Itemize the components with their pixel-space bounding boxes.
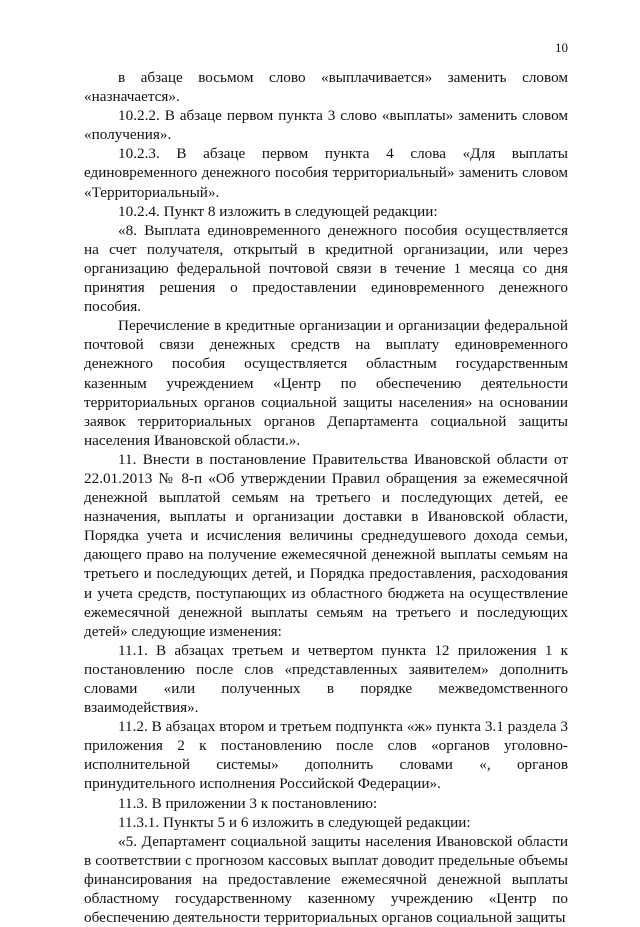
document-body — [84, 68, 568, 927]
page-number: 10 — [555, 40, 568, 55]
paragraph: в абзаце восьмом слово «выплачивается» заменить словом «назначается». — [84, 69, 568, 106]
paragraph: 11.1. В абзацах третьем и четвертом пункта 12 приложения 1 к постановлению после слов «представленных заявителем» дополнить словами «или полученных в порядке межведомственного взаимодействия». — [84, 641, 568, 717]
paragraph: 10.2.2. В абзаце первом пункта 3 слово «выплаты» заменить словом «получения». — [84, 107, 568, 144]
paragraph: 11. Внести в постановление Правительства Ивановской области от 22.01.2013 № 8-п «Об утверждении Правил обращения за ежемесячной денежной выплатой семьям на третьего и последующих детей, ее назначения, выплаты и организации доставки в Ивановской области, Порядка учета и исчисления величины среднедушевого дохода семьи, дающего право на получение ежемесячной денежной выплаты семьям на третьего и последующих детей, и Порядка предоставления, расходования и учета средств, поступающих из областного бюджета на осуществление ежемесячной денежной выплаты семьям на третьего и последующих детей» следующие изменения: — [84, 450, 568, 640]
paragraph: «8. Выплата единовременного денежного пособия осуществляется на счет получателя, открытый в кредитной организации, или через организацию федеральной почтовой связи в течение 1 месяца со дня принятия решения о предоставлении единовременного денежного пособия. — [84, 221, 568, 316]
paragraph: 10.2.4. Пункт 8 изложить в следующей редакции: — [118, 202, 438, 220]
paragraph: 11.2. В абзацах втором и третьем подпункта «ж» пункта 3.1 раздела 3 приложения 2 к постановлению после слов «органов уголовно-исполнительной системы» дополнить словами «, органов принудительного исполнения Российской Федерации». — [84, 718, 568, 793]
paragraph: «5. Департамент социальной защиты населения Ивановской области в соответствии с прогнозом кассовых выплат доводит предельные объемы финансирования на предоставление ежемесячной денежной выплаты областному государственному казенному учреждению «Центр по обеспечению деятельности территориальных органов социальной защиты — [84, 832, 568, 927]
paragraph: 11.3. В приложении 3 к постановлению: — [118, 794, 378, 812]
paragraph: 10.2.3. В абзаце первом пункта 4 слова «Для выплаты единовременного денежного пособия территориальный» заменить словом «Территориальный». — [84, 145, 568, 201]
paragraph: 11.3.1. Пункты 5 и 6 изложить в следующей редакции: — [118, 813, 471, 831]
paragraph: Перечисление в кредитные организации и организации федеральной почтовой связи денежных средств на выплату единовременного денежного пособия осуществляется областным государственным казенным учреждением «Центр по обеспечению деятельности территориальных органов социальной защиты населения» на основании заявок территориальных органов Департамента социальной защиты населения Ивановской области.». — [84, 317, 568, 449]
